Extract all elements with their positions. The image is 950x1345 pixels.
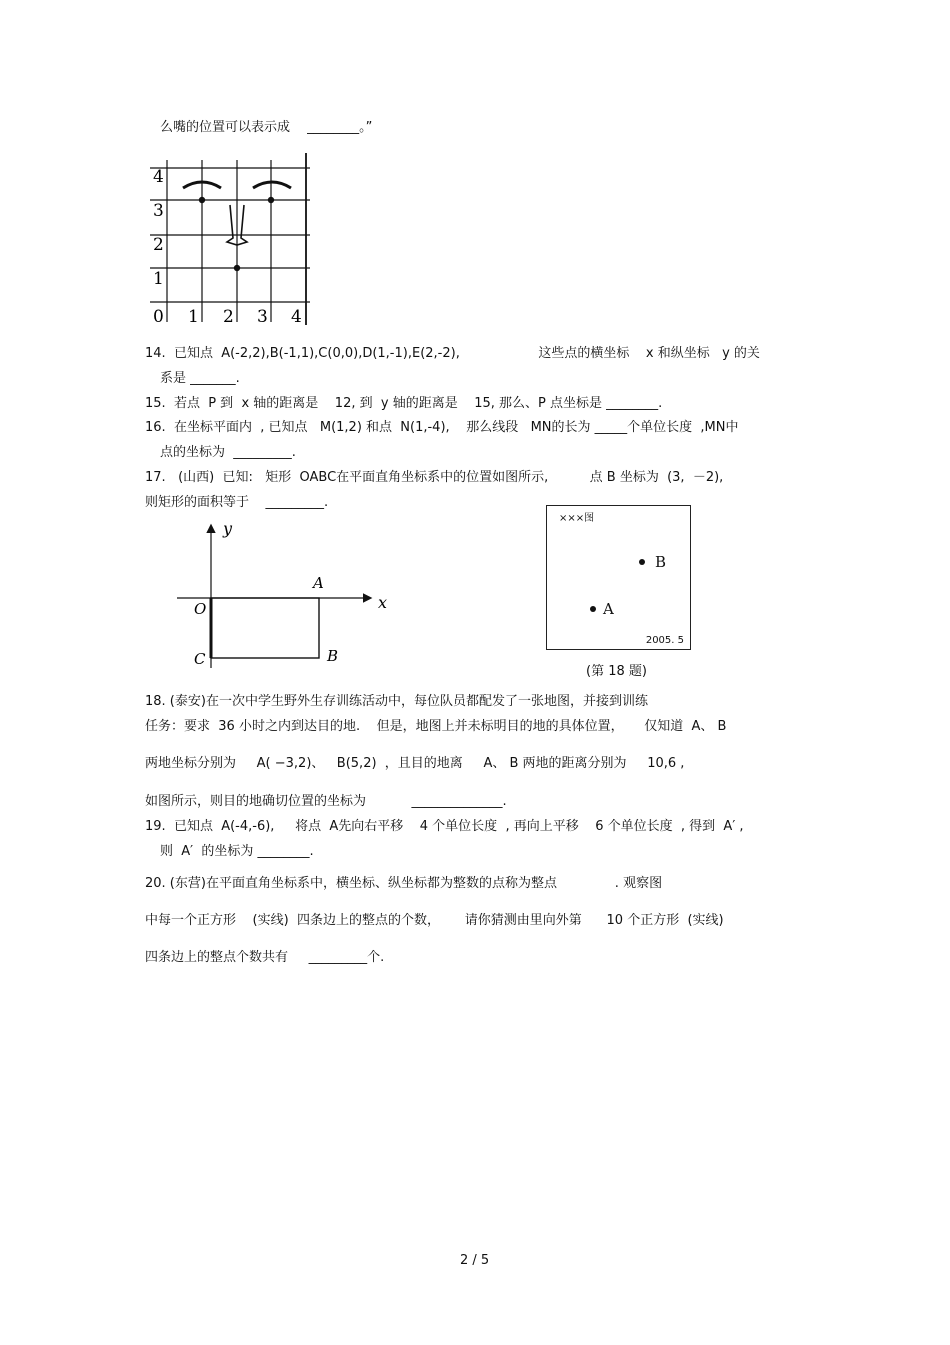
- map-point-a-label: A: [603, 600, 614, 618]
- q18-line2: 任务：要求 36 小时之内到达目的地. 但是，地图上并未标明目的地的具体位置， 仅知道 A、 B: [145, 719, 727, 734]
- q18-line4: 如图所示，则目的地确切位置的坐标为 ______________.: [145, 794, 507, 809]
- q15: 15. 若点 P 到 x 轴的距离是 12, 到 y 轴的距离是 15, 那么、P 点坐标是 ________.: [145, 396, 663, 411]
- map-title: ×××图: [559, 513, 595, 524]
- figure-18-caption: (第 18 题): [586, 664, 647, 679]
- map-point-b-label: B: [655, 553, 667, 571]
- q20-line1: 20. (东营)在平面直角坐标系中，横坐标、纵坐标都为整数的点称为整点 . 观察图: [145, 876, 663, 891]
- q20-line3: 四条边上的整点个数共有 _________个.: [145, 950, 385, 965]
- point-b-dot: [639, 559, 645, 565]
- q18-line1: 18. (泰安)在一次中学生野外生存训练活动中，每位队员都配发了一张地图，并接到训练: [145, 694, 648, 709]
- x-label-4: 4: [291, 307, 302, 327]
- y-label-0: 0: [153, 307, 164, 327]
- point-a-dot: [590, 606, 596, 612]
- rectangle-figure: [175, 518, 395, 683]
- q18-line3: 两地坐标分别为 A( −3,2)、 B(5,2) ，且目的地离 A、 B 两地的距离分别为 10,6 ,: [145, 756, 685, 771]
- q16-line2: 点的坐标为 _________.: [160, 445, 296, 460]
- q16-line1: 16. 在坐标平面内 , 已知点 M(1,2) 和点 N(1,-4), 那么线段 MN的长为 _____个单位长度 ,MN中: [145, 420, 739, 435]
- q20-line2: 中每一个正方形 (实线) 四条边上的整点的个数， 请你猜测由里向外第 10 个正方形 (实线): [145, 913, 724, 928]
- axis-x-label: x: [378, 593, 388, 612]
- y-label-4: 4: [153, 167, 164, 187]
- point-c-label: C: [194, 650, 206, 668]
- y-label-3: 3: [153, 201, 164, 221]
- y-label-1: 1: [153, 269, 164, 289]
- page-number: 2 / 5: [460, 1253, 490, 1268]
- q14-line1: 14. 已知点 A(-2,2),B(-1,1),C(0,0),D(1,-1),E(2,-2), 这些点的横坐标 x 和纵坐标 y 的关: [145, 346, 760, 361]
- x-label-1: 1: [188, 307, 199, 327]
- intro-line: 么嘴的位置可以表示成 ________。”: [160, 120, 373, 135]
- point-a-label: A: [313, 574, 324, 592]
- point-b-label: B: [327, 647, 339, 665]
- axis-y-label: y: [223, 519, 233, 538]
- map-date: 2005. 5: [645, 635, 684, 646]
- point-o-label: O: [194, 600, 207, 618]
- q14-line2: 系是 _______.: [160, 371, 240, 386]
- q19-line2: 则 A′ 的坐标为 ________.: [160, 844, 314, 859]
- q17-line1: 17. (山西) 已知: 矩形 OABC在平面直角坐标系中的位置如图所示, 点 B 坐标为 (3, －2),: [145, 470, 724, 485]
- x-label-2: 2: [223, 307, 234, 327]
- face-grid-figure: [145, 150, 315, 330]
- q17-line2: 则矩形的面积等于 _________.: [145, 495, 329, 510]
- q19-line1: 19. 已知点 A(-4,-6), 将点 A先向右平移 4 个单位长度 , 再向上平移 6 个单位长度 , 得到 A′ ,: [145, 819, 744, 834]
- y-label-2: 2: [153, 235, 164, 255]
- x-label-3: 3: [257, 307, 268, 327]
- map-figure: [546, 505, 691, 650]
